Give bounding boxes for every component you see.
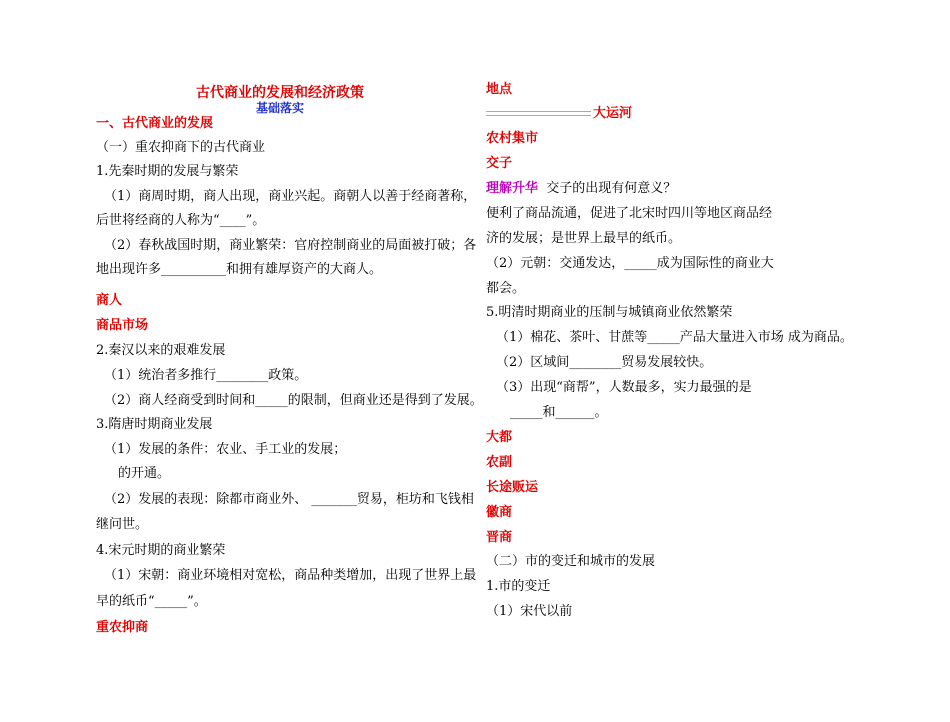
topic-heading: 5.明清时期商业的压制与城镇商业依然繁荣	[486, 305, 733, 320]
question-text: 交子的出现有何意义？	[546, 181, 677, 196]
topic-heading: 1.先秦时期的发展与繁荣	[96, 164, 239, 179]
document-title: 古代商业的发展和经济政策	[196, 85, 364, 101]
text-line: （3）出现“商帮”，人数最多，实力最强的是	[496, 380, 752, 395]
text-line: （1）宋代以前	[486, 604, 573, 619]
text-line: （1）商周时期，商人出现，商业兴起。商朝人以善于经商著称，	[104, 189, 477, 204]
text-line: （1）发展的条件：农业、手工业的发展；	[104, 442, 347, 457]
topic-heading: 4.宋元时期的商业繁荣	[96, 543, 226, 558]
answer-text: 商品市场	[96, 318, 149, 333]
text-line: 济的发展；是世界上最早的纸币。	[486, 231, 682, 246]
text-line: （2）春秋战国时期，商业繁荣：官府控制商业的局面被打破；各	[104, 238, 477, 253]
text-line: 的开通。	[118, 466, 171, 481]
document-subtitle: 基础落实	[255, 101, 304, 115]
text-line: （1）宋朝：商业环境相对宽松，商品种类增加，出现了世界上最	[104, 568, 477, 583]
answer-text: 大都	[486, 430, 513, 445]
text-line: 继问世。	[96, 517, 149, 532]
answer-text: 徽商	[486, 505, 513, 520]
text-line: 便利了商品流通，促进了北宋时四川等地区商品经	[486, 206, 773, 221]
answer-text: 农村集市	[486, 131, 539, 146]
section-heading: 一、古代商业的发展	[96, 116, 214, 131]
text-line: （2）发展的表现：除都市商业外、 _______贸易，柜坊和飞钱相	[104, 492, 474, 507]
text-line: _____和______。	[510, 405, 608, 420]
text-line: （1）棉花、茶叶、甘蔗等_____产品大量进入市场 成为商品。	[496, 330, 853, 345]
subsection-heading: （一）重农抑商下的古代商业	[96, 140, 266, 155]
text-line: （2）商人经商受到时间和_____的限制，但商业还是得到了发展。	[104, 393, 483, 408]
answer-text: 农副	[486, 455, 513, 470]
text-line: （1）统治者多推行________政策。	[104, 368, 308, 383]
answer-text	[486, 106, 632, 122]
text-line: 早的纸币“_____”。	[96, 594, 207, 609]
answer-text: 重农抑商	[96, 620, 149, 635]
answer-text: 商人	[96, 293, 123, 308]
deepen-label: 理解升华	[486, 181, 539, 196]
topic-heading: 2.秦汉以来的艰难发展	[96, 343, 226, 358]
text-line: （2）区域间________贸易发展较快。	[496, 355, 713, 370]
text-line: 地出现许多__________和拥有雄厚资产的大商人。	[96, 262, 383, 277]
text-line: （2）元朝：交通发达，_____成为国际性的商业大	[486, 256, 774, 271]
question-line	[486, 181, 676, 197]
text-line: 后世将经商的人称为“____”。	[96, 213, 266, 228]
answer-text: 地点	[486, 82, 513, 97]
answer-text: 交子	[486, 156, 513, 171]
answer-text: 大运河	[593, 106, 633, 121]
topic-heading: 1.市的变迁	[486, 579, 551, 594]
answer-text: 长途贩运	[486, 480, 539, 495]
underline-blank	[486, 111, 591, 116]
text-line: 都会。	[486, 281, 526, 296]
subsection-heading: （二）市的变迁和城市的发展	[486, 554, 656, 569]
topic-heading: 3.隋唐时期商业发展	[96, 417, 213, 432]
answer-text: 晋商	[486, 530, 513, 545]
